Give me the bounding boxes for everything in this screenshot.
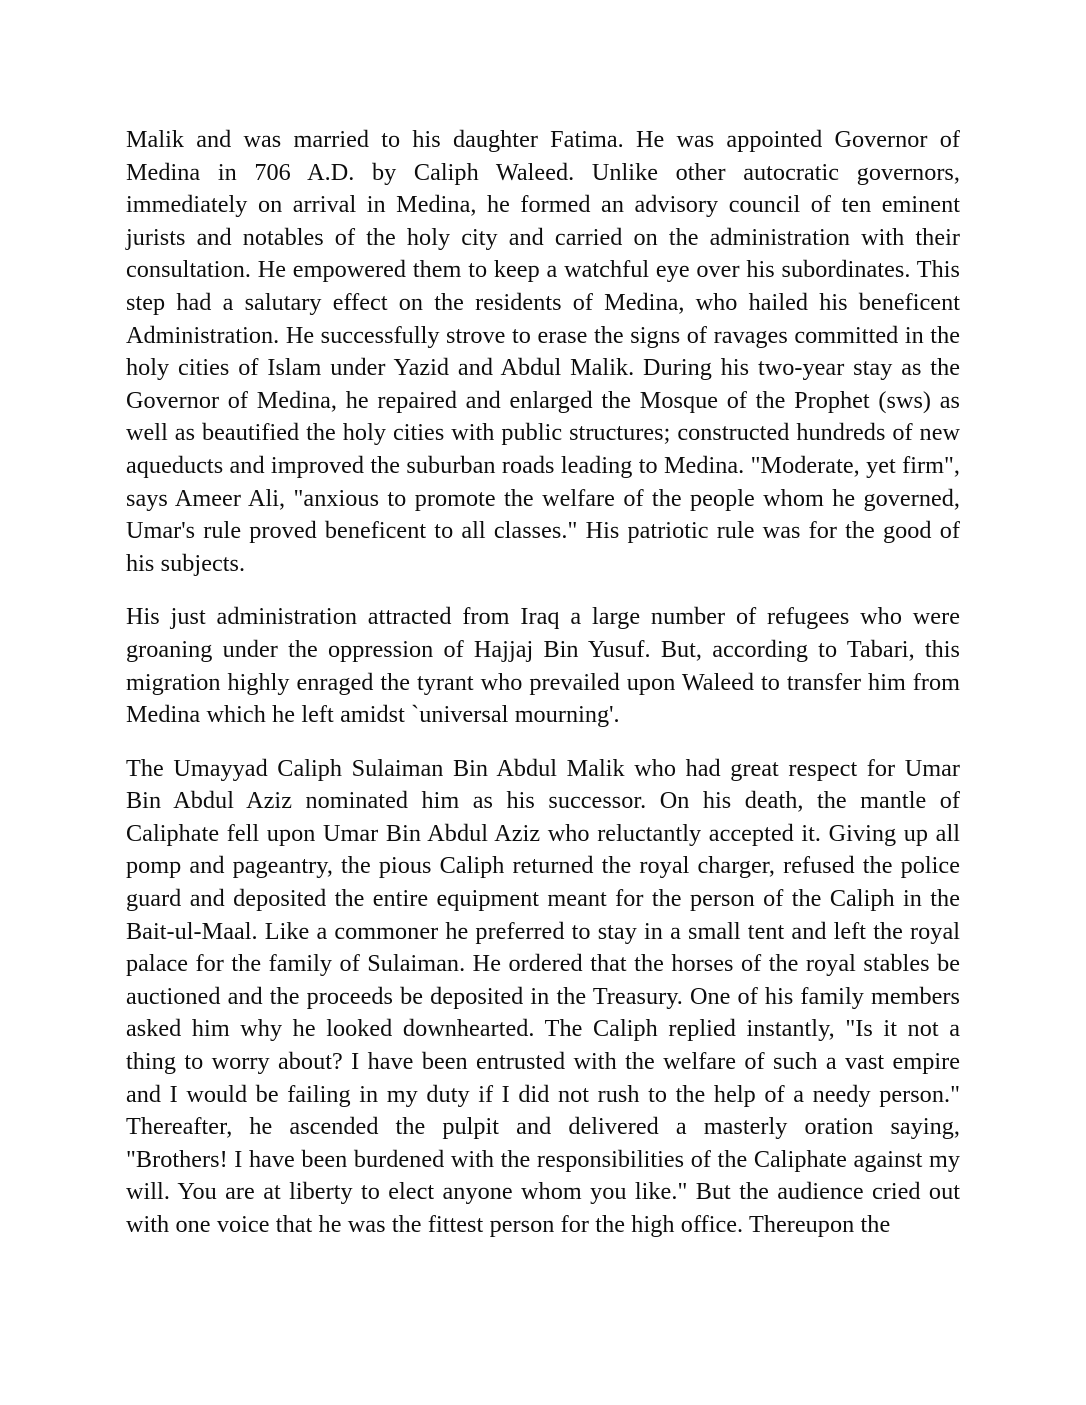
paragraph-2: His just administration attracted from Iraq a large number of refugees who were groaning under the oppression of Hajjaj Bin Yusuf. But, according to Tabari, this migration highly enraged the tyrant who prevailed upon Waleed to transfer him from Medina which he left amidst `universal mourning'. <box>126 603 960 729</box>
paragraph-3: The Umayyad Caliph Sulaiman Bin Abdul Malik who had great respect for Umar Bin Abdul Aziz nominated him as his successor. On his death, the mantle of Caliphate fell upon Umar Bin Abdul Aziz who reluctantly accepted it. Giving up all pomp and pageantry, the pious Caliph returned the royal charger, refused the police guard and deposited the entire equipment meant for the person of the Caliph in the Bait-ul-Maal. Like a commoner he preferred to stay in a small tent and left the royal palace for the family of Sulaiman. He ordered that the horses of the royal stables be auctioned and the proceeds be deposited in the Treasury. One of his family members asked him why he looked downhearted. The Caliph replied instantly, "Is it not a thing to worry about? I have been entrusted with the welfare of such a vast empire and I would be failing in my duty if I did not rush to the help of a needy person." Thereafter, he ascended the pulpit and delivered a masterly oration saying, "Brothers! I have been burdened with the responsibilities of the Caliphate against my will. You are at liberty to elect anyone whom you like." But the audience cried out with one voice that he was the fittest person for the high office. Thereupon the <box>126 754 960 1238</box>
text-column <box>126 124 960 1242</box>
paragraph-1: Malik and was married to his daughter Fatima. He was appointed Governor of Medina in 706 A.D. by Caliph Waleed. Unlike other autocratic governors, immediately on arrival in Medina, he formed an advisory council of ten eminent jurists and notables of the holy city and carried on the administration with their consultation. He empowered them to keep a watchful eye over his subordinates. This step had a salutary effect on the residents of Medina, who hailed his beneficent Administration. He successfully strove to erase the signs of ravages committed in the holy cities of Islam under Yazid and Abdul Malik. During his two-year stay as the Governor of Medina, he repaired and enlarged the Mosque of the Prophet (sws) as well as beautified the holy cities with public structures; constructed hundreds of new aqueducts and improved the suburban roads leading to Medina. "Moderate, yet firm", says Ameer Ali, "anxious to promote the welfare of the people whom he governed, Umar's rule proved beneficent to all classes." His patriotic rule was for the good of his subjects. <box>126 126 960 577</box>
